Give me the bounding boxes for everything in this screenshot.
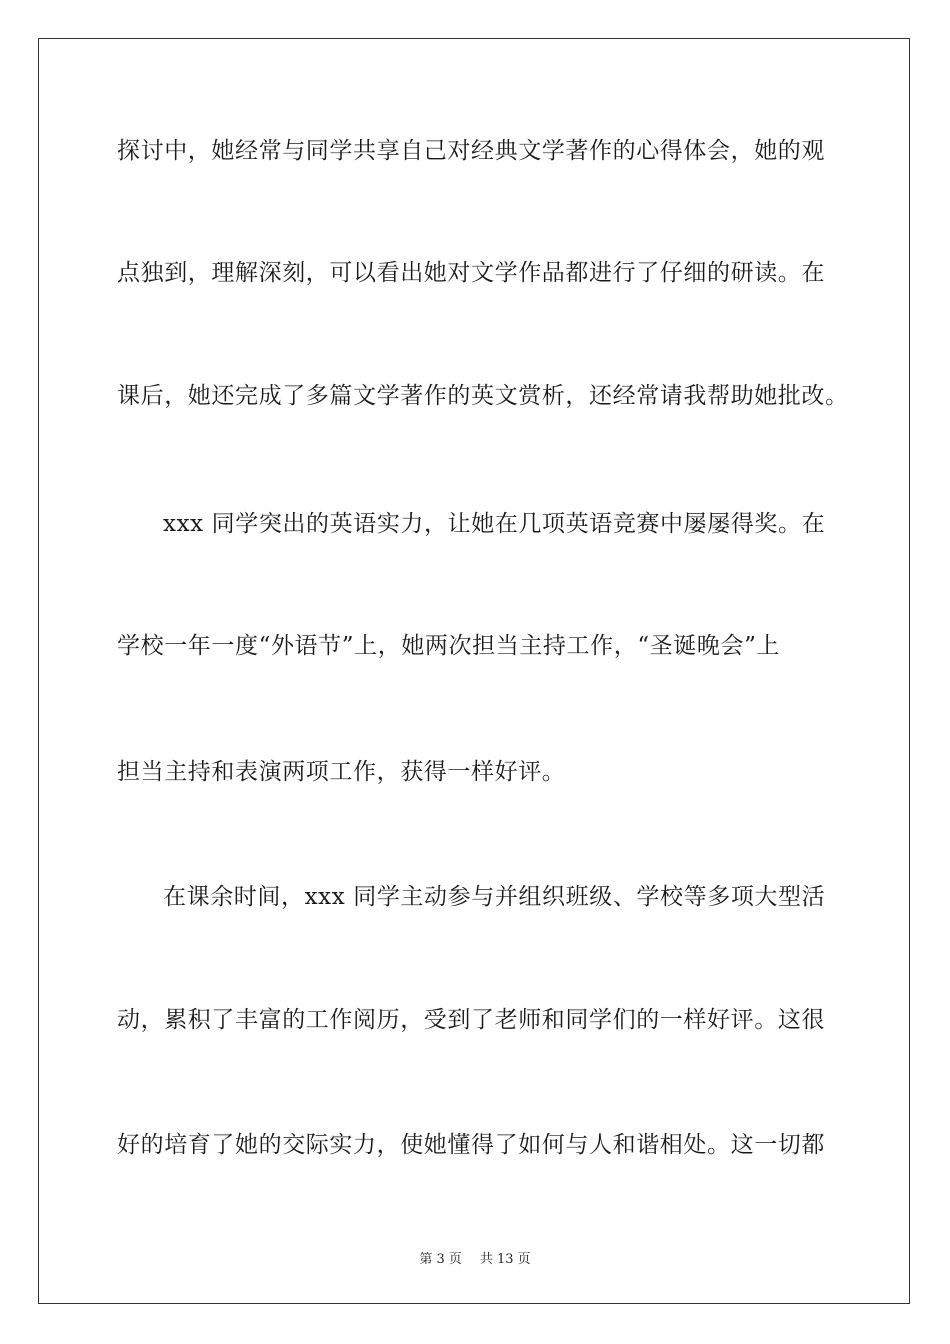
paragraph-first-line: xxx 同学突出的英语实力，让她在几项英语竞赛中屡屡得奖。在 <box>163 511 826 537</box>
page-number: 第 3 页 <box>419 1252 462 1267</box>
body-text-line: 动，累积了丰富的工作阅历，受到了老师和同学们的一样好评。这很 <box>117 1007 825 1033</box>
body-text-line: 好的培育了她的交际实力，使她懂得了如何与人和谐相处。这一切都 <box>117 1132 825 1158</box>
body-text-line: 学校一年一度“外语节”上，她两次担当主持工作，“圣诞晚会”上 <box>117 633 781 659</box>
page-footer <box>0 1248 950 1267</box>
body-text-line: 探讨中，她经常与同学共享自己对经典文学著作的心得体会，她的观 <box>117 138 825 164</box>
page-total: 共 13 页 <box>479 1252 531 1267</box>
page-border <box>38 38 910 1304</box>
body-text-line: 担当主持和表演两项工作，获得一样好评。 <box>117 759 566 785</box>
paragraph-first-line: 在课余时间，xxx 同学主动参与并组织班级、学校等多项大型活 <box>163 884 826 910</box>
body-text-line: 点独到，理解深刻，可以看出她对文学作品都进行了仔细的研读。在 <box>117 260 825 286</box>
body-text-line: 课后，她还完成了多篇文学著作的英文赏析，还经常请我帮助她批改。 <box>117 383 849 409</box>
